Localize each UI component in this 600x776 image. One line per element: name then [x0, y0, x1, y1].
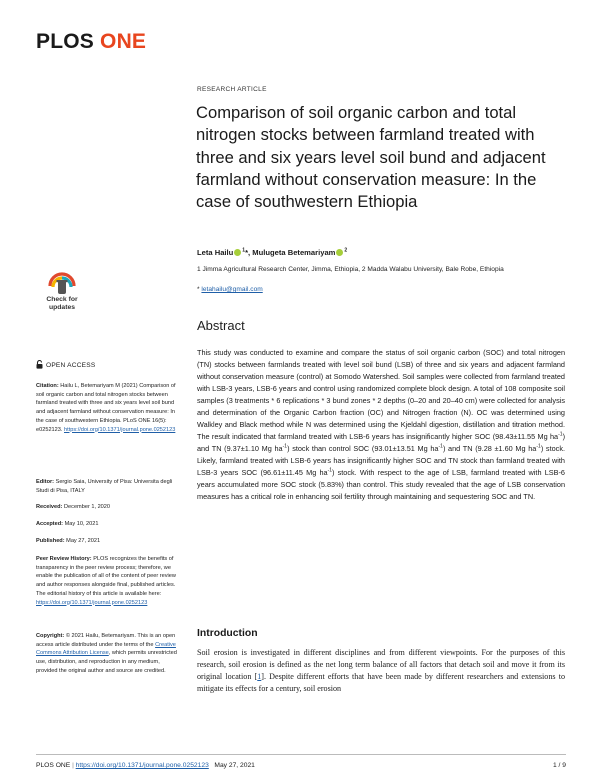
abstract-part: ) stock. With respect to the age of LSB, farmland treated with LSB-6 years accumulated more SOC stock (5.83%) than control. This study revealed that the age of LSB conservation measures has a critical role in enhancing soil fertility through maintaining and sequestering SOC and TN.: [197, 467, 565, 501]
badge-label: [37, 296, 87, 312]
logo-plos: PLOS: [36, 30, 94, 53]
received-label: Received:: [36, 504, 63, 510]
footer-date: May 27, 2021: [214, 762, 255, 769]
introduction-text: [197, 647, 565, 695]
orcid-icon[interactable]: [336, 249, 343, 256]
accepted-block: [36, 520, 181, 529]
peer-review-label: Peer Review History:: [36, 556, 92, 562]
published-date: May 27, 2021: [66, 538, 101, 544]
superscript: -1: [438, 443, 443, 450]
footer: [36, 762, 255, 769]
open-access-text: OPEN ACCESS: [46, 362, 96, 369]
correspondence: [197, 286, 263, 293]
copyright-text: , which permits unrestricted use, distribution, and reproduction in any medium, provided the original author and source are credited.: [36, 650, 177, 674]
peer-review-block: [36, 555, 181, 607]
author-affiliation-number: 2: [344, 247, 348, 254]
received-block: [36, 503, 181, 512]
email-link[interactable]: letahailu@gmail.com: [201, 286, 263, 293]
footer-separator: |: [72, 762, 74, 769]
published-block: [36, 537, 181, 546]
abstract-text: [197, 347, 565, 503]
published-label: Published:: [36, 538, 65, 544]
corresponding-marker: *: [245, 248, 249, 257]
footer-journal: PLOS ONE: [36, 762, 71, 769]
editor-label: Editor:: [36, 479, 55, 485]
abstract-heading: Abstract: [197, 318, 245, 333]
received-date: December 1, 2020: [64, 504, 111, 510]
footer-divider: [36, 754, 566, 755]
affiliations: 1 Jimma Agricultural Research Center, Jimma, Ethiopia, 2 Madda Walabu University, Bale Robe, Ethiopia: [197, 266, 504, 273]
corresponding-marker: *: [197, 286, 200, 293]
editor-text: Sergio Saia, University of Pisa: Universita degli Studi di Pisa, ITALY: [36, 479, 173, 494]
accepted-label: Accepted:: [36, 521, 64, 527]
abstract-part: ) and TN (9.28 ±1.60 Mg ha: [442, 443, 537, 453]
copyright-text: © 2021 Hailu, Betemariyam. This is an open access article distributed under the terms of the: [36, 633, 176, 648]
check-for-updates-badge[interactable]: [37, 266, 87, 320]
open-lock-icon: [36, 360, 43, 369]
intro-part: Soil erosion is investigated in different disciplines and from different viewpoints. For the purposes of this research, soil erosion is defined as the net long term balance of all factors that detach soil and move it from its original location [: [197, 648, 565, 681]
author-list: Leta Hailu $^1$*, Mulugeta Betemariyam $^2$: [197, 247, 348, 257]
accepted-date: May 10, 2021: [64, 521, 99, 527]
citation-doi-link[interactable]: https://doi.org/10.1371/journal.pone.0252123: [64, 426, 176, 433]
article-type: RESEARCH ARTICLE: [197, 86, 267, 93]
logo-one: ONE: [100, 30, 147, 53]
introduction-heading: Introduction: [197, 628, 258, 639]
abstract-part: ) stock than control SOC (93.01±13.51 Mg ha: [287, 443, 439, 453]
editor-block: [36, 478, 181, 495]
author-affiliation-number: 1: [242, 247, 246, 254]
abstract-part: ) stock. Likely, farmland treated with LSB-6 years has insignificantly higher SOC and TN stock than farmland treated with LSB-3 years SOC (96.61±11.45 Mg ha: [197, 443, 565, 477]
author-name[interactable]: Mulugeta Betemariyam: [252, 248, 336, 257]
badge-line: Check for: [46, 296, 78, 303]
abstract-part: ) and TN (9.37±1.10 Mg ha: [197, 431, 565, 453]
open-access-label: [36, 360, 95, 369]
badge-line: updates: [48, 304, 76, 311]
author-name[interactable]: Leta Hailu: [197, 248, 234, 257]
superscript: -1: [327, 467, 333, 474]
citation-label: Citation:: [36, 383, 59, 389]
copyright-label: Copyright:: [36, 633, 65, 639]
article-title: Comparison of soil organic carbon and total nitrogen stocks between farmland treated with three and six years level soil bund and adjacent farmland without conservation measure: In the case of southwestern Ethiopia: [196, 103, 546, 212]
superscript: -1: [558, 431, 563, 438]
citation-text: Hailu L, Betemariyam M (2021) Comparison of soil organic carbon and total nitrogen stocks between farmland treated with three and six years level soil bund and adjacent farmland without conservation measure: In the case of southwestern Ethiopia. PLoS ONE 16(5): e0252123.: [36, 383, 176, 433]
journal-logo[interactable]: [36, 30, 146, 54]
copyright-block: [36, 632, 181, 676]
check-for-updates-icon: [37, 266, 87, 296]
page-number: 1 / 9: [552, 762, 566, 769]
reference-link[interactable]: 1: [257, 672, 262, 681]
license-link[interactable]: Creative Commons Attribution License: [36, 641, 176, 657]
peer-review-link[interactable]: https://doi.org/10.1371/journal.pone.0252123: [36, 599, 148, 606]
footer-doi-link[interactable]: https://doi.org/10.1371/journal.pone.0252123: [75, 762, 209, 769]
superscript: -1: [536, 443, 541, 450]
citation-block: [36, 382, 181, 434]
peer-review-text: PLOS recognizes the benefits of transparency in the peer review process; therefore, we enable the publication of all of the content of peer review and author responses alongside final, published articles. The editorial history of this article is available here:: [36, 556, 176, 597]
orcid-icon[interactable]: [234, 249, 241, 256]
intro-part: ]. Despite different efforts that have been made by different researchers and extensions to mitigate its effects for a century, soil erosion: [197, 672, 565, 693]
superscript: -1: [282, 443, 288, 450]
abstract-part: This study was conducted to examine and compare the status of soil organic carbon (SOC) and total nitrogen (TN) stocks between farmlands treated with level soil bund (LSB) of three and six years and adjacent farmland without conservation measure (control) at Somodo Watershed. Soil samples were collected from farmland treated with LSB-3 years, LSB-6 years and control using randomized complete block design. A total of 108 composite soil samples (3 treatments * 6 replications * 3 bund zones * 2 depths (0–20 and 20–40 cm) were collected for analysis and determination of the Organic Carbon fraction (OC) and Nitrogen fraction (N). OC was determined using Walkley and Black method while N was determined using the Kjeldahl digestion, distillation and titration method. The result indicated that farmland treated with LSB-6 years has insignificantly higher SOC (98.43±11.55 Mg ha: [197, 348, 565, 441]
